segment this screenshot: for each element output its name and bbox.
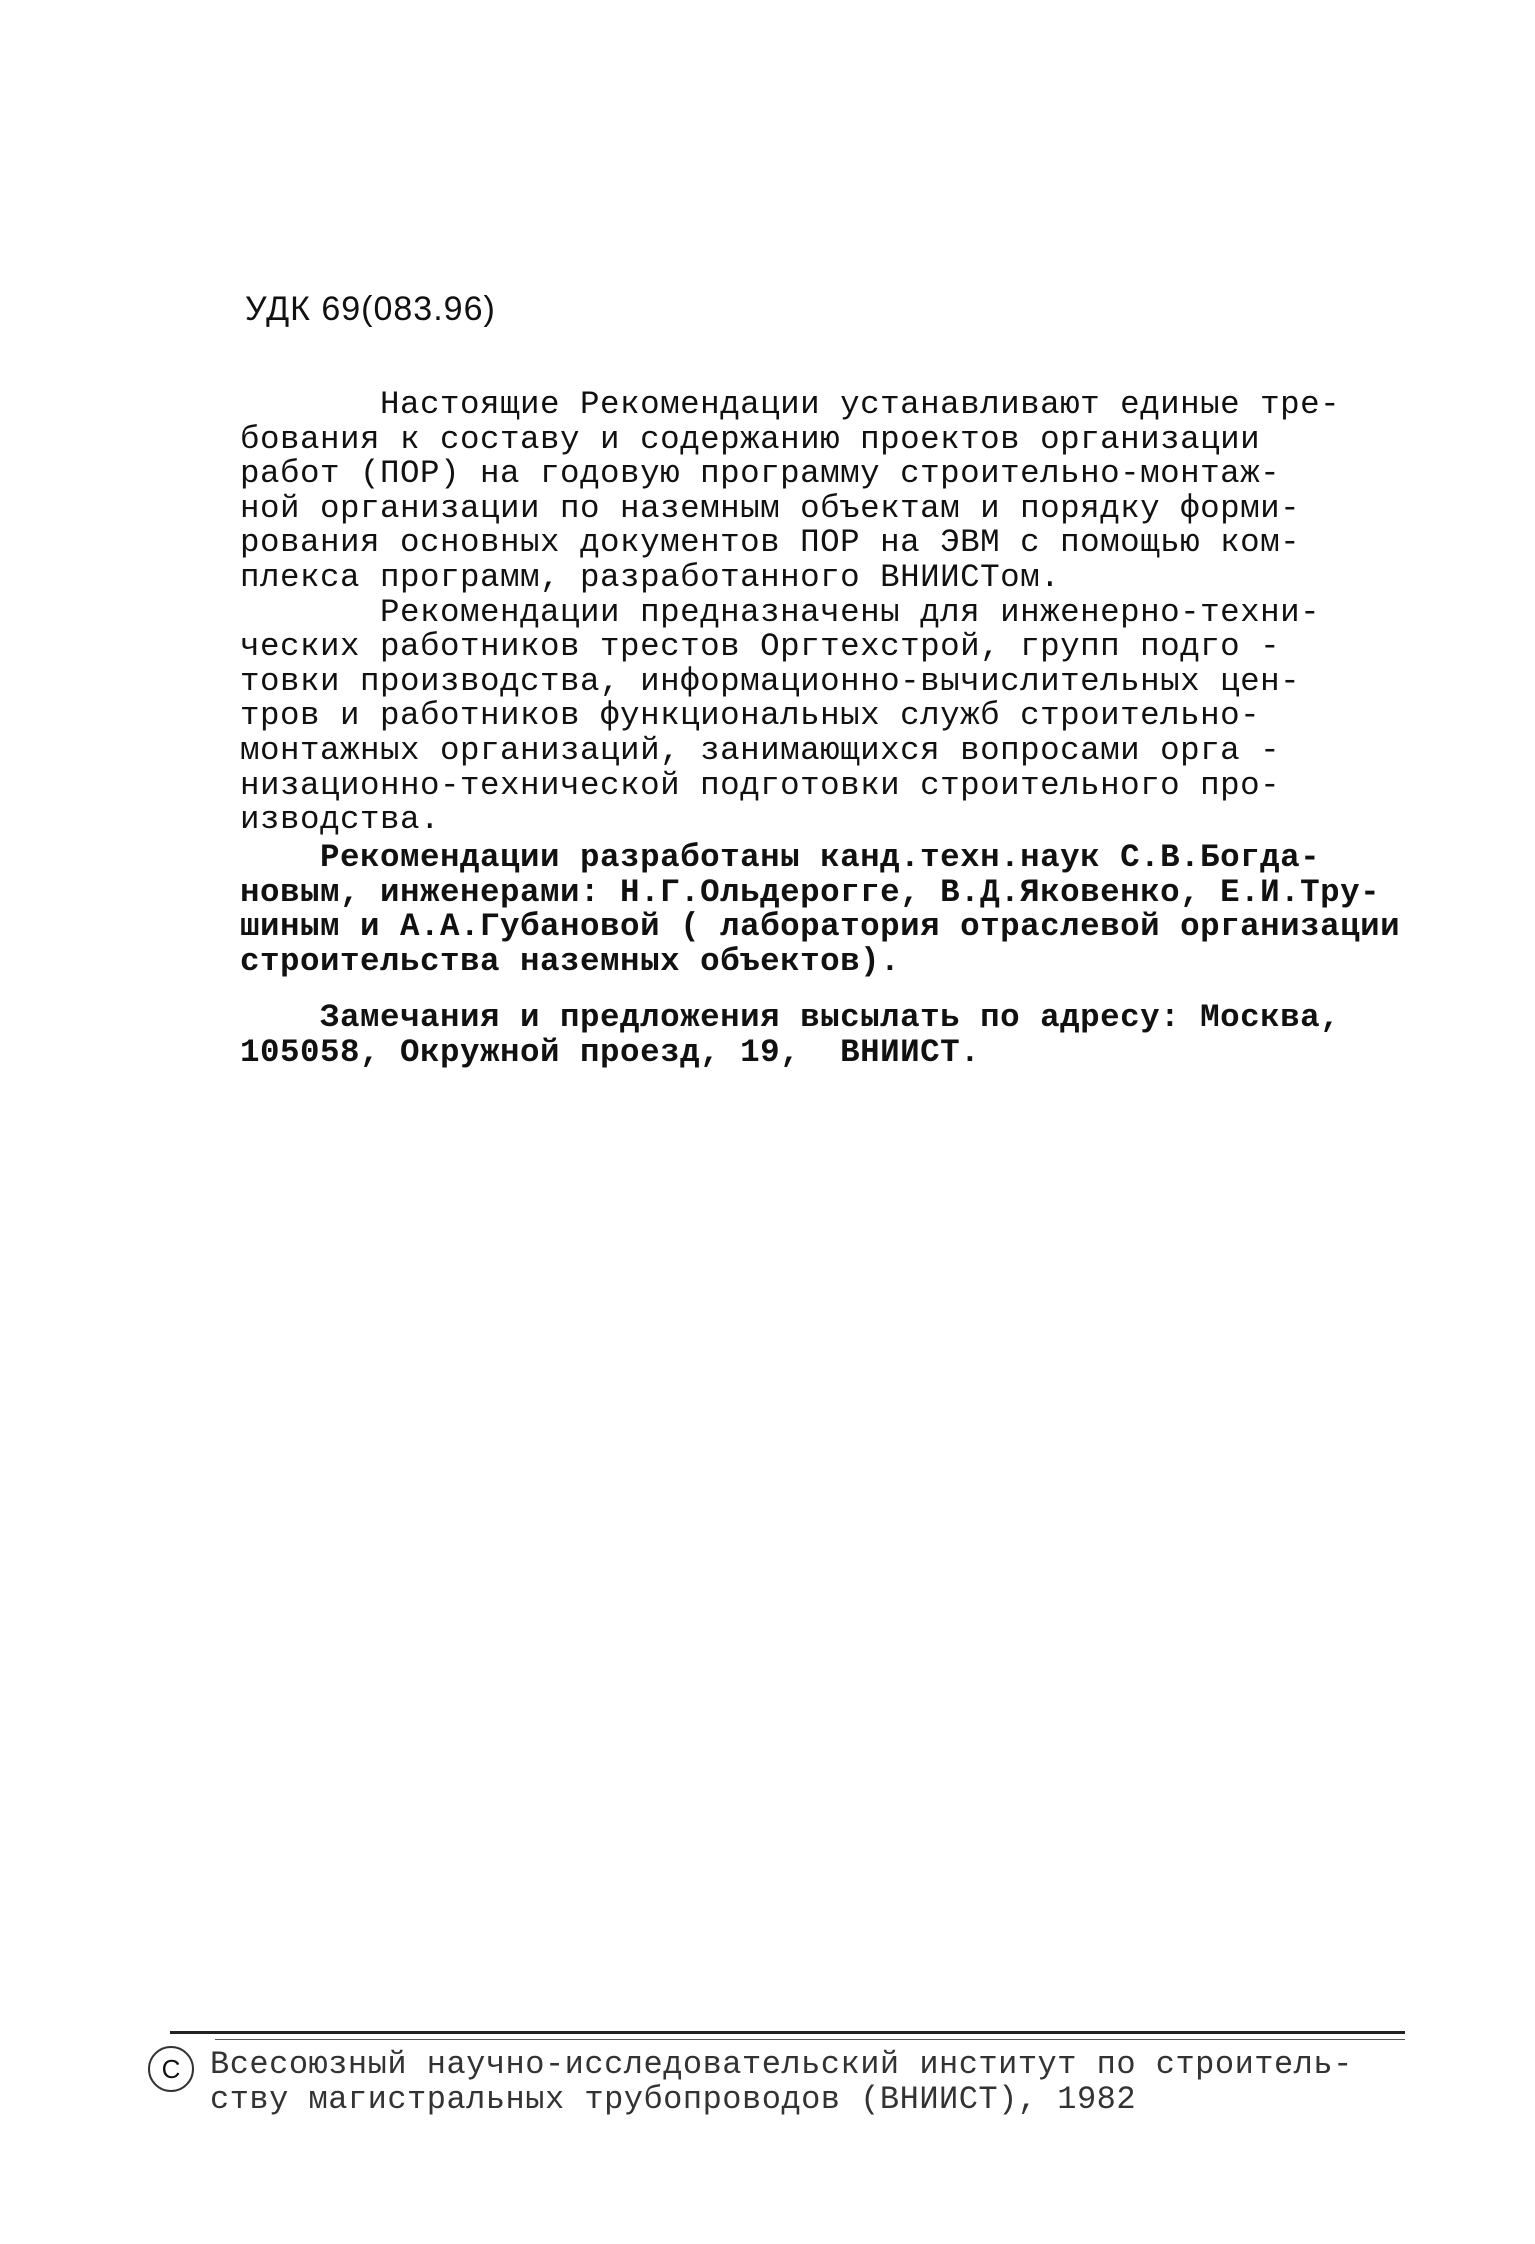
text-line: Настоящие Рекомендации устанавливают единые тре- [240, 386, 1341, 423]
text-line: ческих работников трестов Оргтехстрой, групп подго - [240, 628, 1281, 666]
text-line: монтажных организаций, занимающихся вопросами орга - [240, 731, 1281, 769]
text-line: бования к составу и содержанию проектов организации [240, 420, 1261, 458]
text-line: товки производства, информационно-вычислительных цен- [240, 662, 1301, 700]
text-line: Рекомендации предназначены для инженерно-техни- [240, 593, 1321, 631]
text-line: плекса программ, разработанного ВНИИСТом. [240, 558, 1061, 596]
paragraph-purpose [240, 388, 1410, 838]
text-line: шиным и А.А.Губановой ( лаборатория отраслевой организации [240, 908, 1401, 946]
paragraph-authors [240, 841, 1410, 979]
text-line: Рекомендации разработаны канд.техн.наук С.В.Богда- [240, 839, 1321, 876]
text-line: Всесоюзный научно-исследовательский институт по строитель- [210, 2046, 1353, 2083]
footer-divider-thin [215, 2039, 1405, 2040]
text-line: работ (ПОР) на годовую программу строительно-монтаж- [240, 455, 1281, 493]
text-line: Замечания и предложения высылать по адресу: Москва, [240, 999, 1341, 1036]
text-line: рования основных документов ПОР на ЭВМ с помощью ком- [240, 524, 1301, 562]
udk-code: УДК 69(083.96) [245, 290, 496, 328]
text-line: изводства. [240, 801, 441, 839]
footer-divider [170, 2031, 1405, 2034]
text-line: 105058, Окружной проезд, 19, ВНИИСТ. [240, 1033, 981, 1071]
copyright-notice [210, 2047, 1410, 2117]
text-line: новым, инженерами: Н.Г.Ольдерогге, В.Д.Яковенко, Е.И.Тру- [240, 873, 1381, 911]
text-line: низационно-технической подготовки строительного про- [240, 766, 1281, 804]
text-line: ной организации по наземным объектам и порядку форми- [240, 489, 1301, 527]
text-line: тров и работников функциональных служб строительно- [240, 697, 1261, 735]
text-line: ству магистральных трубопроводов (ВНИИСТ), 1982 [210, 2081, 1137, 2118]
copyright-icon: С [148, 2046, 194, 2092]
text-line: строительства наземных объектов). [240, 942, 901, 980]
paragraph-address [240, 1001, 1410, 1070]
